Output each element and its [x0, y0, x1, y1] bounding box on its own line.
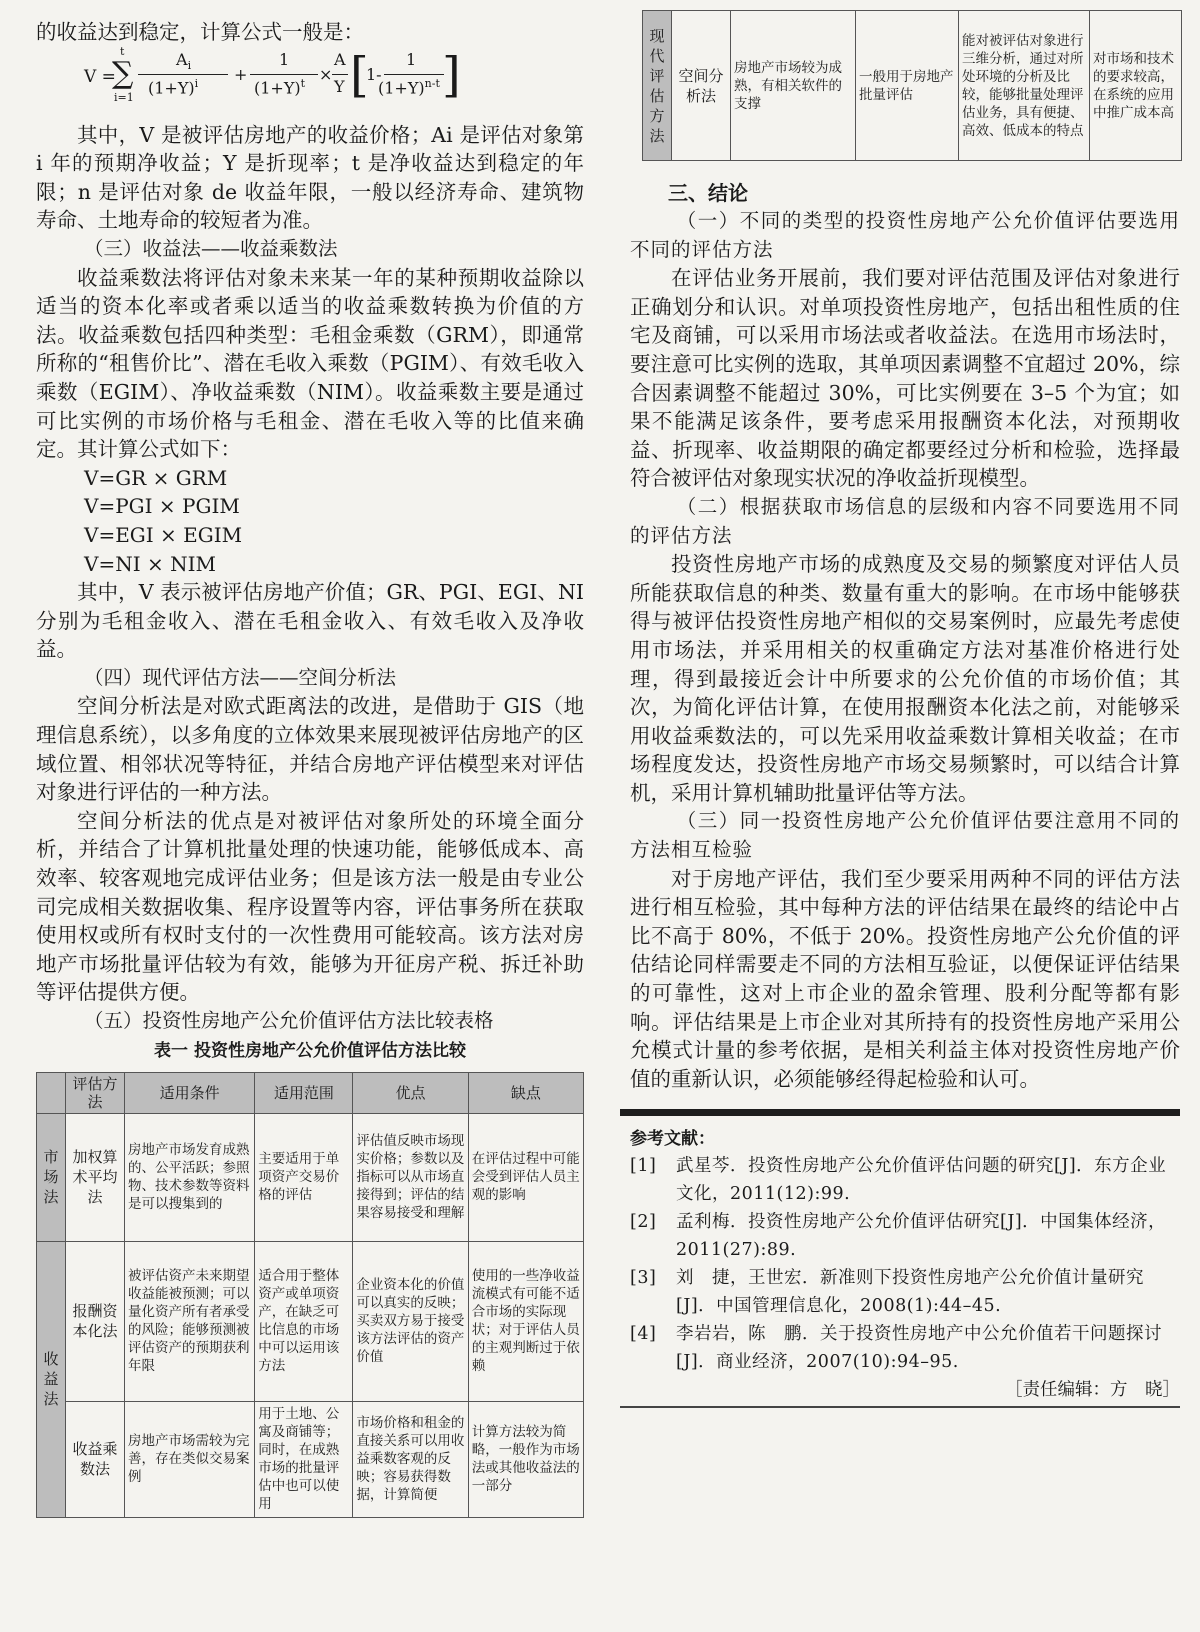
section-3-heading: （三）收益法——收益乘数法: [84, 236, 338, 260]
header-cons: 缺点: [468, 1072, 583, 1113]
formula-lhs: V =: [84, 66, 116, 87]
conclusion-paragraph-3: 对于房地产评估，我们至少要采用两种不同的评估方法进行相互检验，其中每种方法的评估结果在最终的结论中占比不高于 80%，不低于 20%。投资性房地产公允价值的评估结论同样需要走不同的方法相互验证，以便保证评估结果的可靠性，这对上市企业的盈余管理、股利分配等都有影响。评估结果是上市企业对其所持有的投资性房地产采用公允模式计量的参考依据，是相关利益主体对投资性房地产价值的重新认识，必须能够经得起检验和认可。: [630, 866, 1180, 1091]
variables-paragraph: 其中，V 是被评估房地产的收益价格；Ai 是评估对象第 i 年的预期净收益；Y 是折现率；t 是净收益达到稳定的年限；n 是评估对象 de 收益年限，一般以经济寿命、建筑物寿命、土地寿命的较短者为准。: [36, 122, 584, 233]
fraction-2-den: $(1+Y)^t$: [254, 76, 306, 97]
comparison-table: [36, 1072, 584, 1518]
section-5-heading: （五）投资性房地产公允价值评估方法比较表格: [84, 1009, 494, 1032]
sigma-symbol: ∑: [112, 55, 134, 91]
income-formula: [36, 44, 584, 121]
fraction-4-num: 1: [406, 49, 417, 69]
table-row: [37, 1241, 584, 1401]
formula-egim: V=EGI × EGIM: [84, 522, 243, 547]
sum-upper: t: [120, 44, 125, 58]
table-cell: 房地产市场较为成熟，有相关软件的支撑: [731, 11, 856, 161]
table-cell: 能对被评估对象进行三维分析，通过对所处环境的分析及比较，能够批量处理评估业务，具有便捷、高效、低成本的特点: [959, 11, 1090, 161]
fraction-4-bar: [384, 74, 444, 75]
comparison-table-continued: [642, 10, 1182, 161]
fraction-3-num: A: [334, 49, 346, 69]
conclusion-sub-2: （二）根据获取市场信息的层级和内容不同要选用不同的评估方法: [630, 494, 1180, 547]
table-cell: 评估值反映市场现实价格；参数以及指标可以从市场直接得到；评估的结果容易接受和理解: [353, 1113, 468, 1241]
left-column: [36, 18, 584, 1518]
bottom-divider: [620, 1406, 1180, 1408]
table-title: 表一 投资性房地产公允价值评估方法比较: [154, 1040, 466, 1061]
fraction-3-bar: [332, 74, 348, 75]
fraction-1-den: $(1+Y)^i$: [148, 76, 199, 97]
table-row: [643, 11, 1182, 161]
header-scope: 适用范围: [255, 1072, 353, 1113]
conclusion-sub-3: （三）同一投资性房地产公允价值评估要注意用不同的方法相互检验: [630, 809, 1180, 862]
variables-paragraph-2: 其中，V 表示被评估房地产价值；GR、PGI、EGI、NI 分别为毛租金收入、潜在毛租金收入、有效毛收入及净收益。: [36, 580, 584, 662]
table-row: [37, 1401, 584, 1517]
fraction-2-bar: [250, 74, 318, 75]
group-modern: 现代评估方法: [643, 11, 672, 161]
fraction-4-den: $(1+Y)^{n-t}$: [378, 76, 440, 97]
fraction-1-bar: [138, 74, 228, 75]
one-minus: 1-: [366, 64, 382, 84]
header-condition: 适用条件: [125, 1072, 255, 1113]
table-cell: 被评估资产未来期望收益能被预测；可以量化资产所有者承受的风险；能够预测被评估资产的预期获利年限: [125, 1241, 255, 1401]
reference-item: [1] 武星芩．投资性房地产公允价值评估问题的研究[J]．东方企业文化，2011(12):99.: [630, 1156, 1167, 1205]
table-cell: 房地产市场需较为完善，存在类似交易案例: [125, 1401, 255, 1517]
responsible-editor: ［责任编辑：方 晓］: [1005, 1380, 1180, 1401]
fraction-2-num: 1: [279, 49, 290, 69]
group-income: 收益法: [37, 1241, 66, 1517]
reference-item: [3] 刘 捷，王世宏．新准则下投资性房地产公允价值计量研究[J]．中国管理信息化，2008(1):44–45.: [630, 1268, 1144, 1317]
intro-text: 的收益达到稳定，计算公式一般是：: [36, 20, 364, 44]
plus-sign: +: [234, 64, 248, 84]
fraction-3-den: Y: [334, 76, 345, 96]
references-heading: 参考文献：: [630, 1129, 715, 1150]
spatial-paragraph-2: 空间分析法的优点是对被评估对象所处的环境全面分析，并结合了计算机批量处理的快速功能，能够低成本、高效率、较客观地完成评估业务；但是该方法一般是由专业公司完成相关数据收集、程序设置等内容，评估事务所在获取使用权或所有权时支付的一次性费用可能较高。该方法对房地产市场批量评估较为有效，能够为开征房产税、拆迁补助等评估提供方便。: [36, 808, 584, 1005]
formula-pgim: V=PGI × PGIM: [84, 494, 240, 519]
conclusion-sub-1: （一）不同的类型的投资性房地产公允价值评估要选用不同的评估方法: [630, 209, 1180, 261]
table-cell: 企业资本化的价值可以真实的反映；买卖双方易于接受该方法评估的资产价值: [353, 1241, 468, 1401]
references-divider: [620, 1109, 1180, 1116]
method-cell: 报酬资本化法: [66, 1241, 125, 1401]
table-cell: 市场价格和租金的直接关系可以用收益乘数客观的反映；容易获得数据，计算简便: [353, 1401, 468, 1517]
times-sign: ×: [319, 64, 333, 84]
table-cell: 房地产市场发育成熟的、公平活跃；参照物、技术参数等资料是可以搜集到的: [125, 1113, 255, 1241]
bracket-right: ]: [442, 46, 461, 103]
header-method: 评估方法: [66, 1072, 125, 1113]
table-cell: 主要适用于单项资产交易价格的评估: [255, 1113, 353, 1241]
table-cell: 计算方法较为简略，一般作为市场法或其他收益法的一部分: [468, 1401, 583, 1517]
formula-grm: V=GR × GRM: [84, 465, 228, 490]
sum-lower: i=1: [114, 90, 134, 104]
method-cell: 加权算术平均法: [66, 1113, 125, 1241]
reference-item: [2] 孟利梅．投资性房地产公允价值评估研究[J]．中国集体经济，2011(27):89.: [630, 1212, 1167, 1261]
conclusion-paragraph-2: 投资性房地产市场的成熟度及交易的频繁度对评估人员所能获取信息的种类、数量有重大的影响。在市场中能够获得与被评估投资性房地产相似的交易案例时，应最先考虑使用市场法，并采用相关的权重确定方法对基准价格进行处理，得到最接近会计中所要求的公允价值的市场价值；其次，为简化评估计算，在使用报酬资本化法之前，对能够采用收益乘数法的，可以先采用收益乘数计算相关收益；在市场程度发达，投资性房地产市场交易频繁时，可以结合计算机，采用计算机辅助批量评估等方法。: [630, 552, 1180, 805]
table-cell: 对市场和技术的要求较高，在系统的应用中推广成本高: [1090, 11, 1182, 161]
method-cell: 空间分析法: [672, 11, 731, 161]
table-cell: 使用的一些净收益流模式有可能不适合市场的实际现状；对于评估人员的主观判断过于依赖: [468, 1241, 583, 1401]
formula-nim: V=NI × NIM: [84, 551, 216, 576]
method-cell: 收益乘数法: [66, 1401, 125, 1517]
table-header-row: [37, 1072, 584, 1113]
table-cell: 用于土地、公寓及商铺等；同时，在成熟市场的批量评估中也可以使用: [255, 1401, 353, 1517]
right-column: [630, 10, 1180, 1408]
spatial-paragraph-1: 空间分析法是对欧式距离法的改进，是借助于 GIS（地理信息系统），以多角度的立体效果来展现被评估房地产的区域位置、相邻状况等特征，并结合房地产评估模型来对评估对象进行评估的一种方法。: [36, 694, 584, 805]
bracket-left: [: [350, 46, 369, 103]
table-cell: 一般用于房地产批量评估: [856, 11, 959, 161]
conclusion-heading: 三、结论: [668, 181, 748, 205]
header-pros: 优点: [353, 1072, 468, 1113]
table-cell: 适合用于整体资产或单项资产，在缺乏可比信息的市场中可以运用该方法: [255, 1241, 353, 1401]
table-cell: 在评估过程中可能会受到评估人员主观的影响: [468, 1113, 583, 1241]
fraction-1-num: $A_i$: [176, 49, 192, 72]
section-4-heading: （四）现代评估方法——空间分析法: [84, 665, 397, 689]
conclusion-paragraph-1: 在评估业务开展前，我们要对评估范围及评估对象进行正确划分和认识。对单项投资性房地产，包括出租性质的住宅及商铺，可以采用市场法或者收益法。在选用市场法时，要注意可比实例的选取，其单项因素调整不宜超过 20%，综合因素调整不能超过 30%，可比实例要在 3–5 个为宜；如果不能满足该条件，要考虑采用报酬资本化法，对预期收益、折现率、收益期限的确定都要经过分析和检验，选择最符合被评估对象现实状况的净收益折现模型。: [630, 266, 1180, 491]
group-market: 市场法: [37, 1113, 66, 1241]
table-row: [37, 1113, 584, 1241]
grm-paragraph: 收益乘数法将评估对象未来某一年的某种预期收益除以适当的资本化率或者乘以适当的收益乘数转换为价值的方法。收益乘数包括四种类型：毛租金乘数（GRM），即通常所称的“租售价比”、潜在毛收入乘数（PGIM）、有效毛收入乘数（EGIM）、净收益乘数（NIM）。收益乘数主要是通过可比实例的市场价格与毛租金、潜在毛收入等的比值来确定。其计算公式如下：: [36, 265, 584, 462]
reference-item: [4] 李岩岩，陈 鹏．关于投资性房地产中公允价值若干问题探讨[J]．商业经济，2007(10):94–95.: [630, 1324, 1162, 1373]
